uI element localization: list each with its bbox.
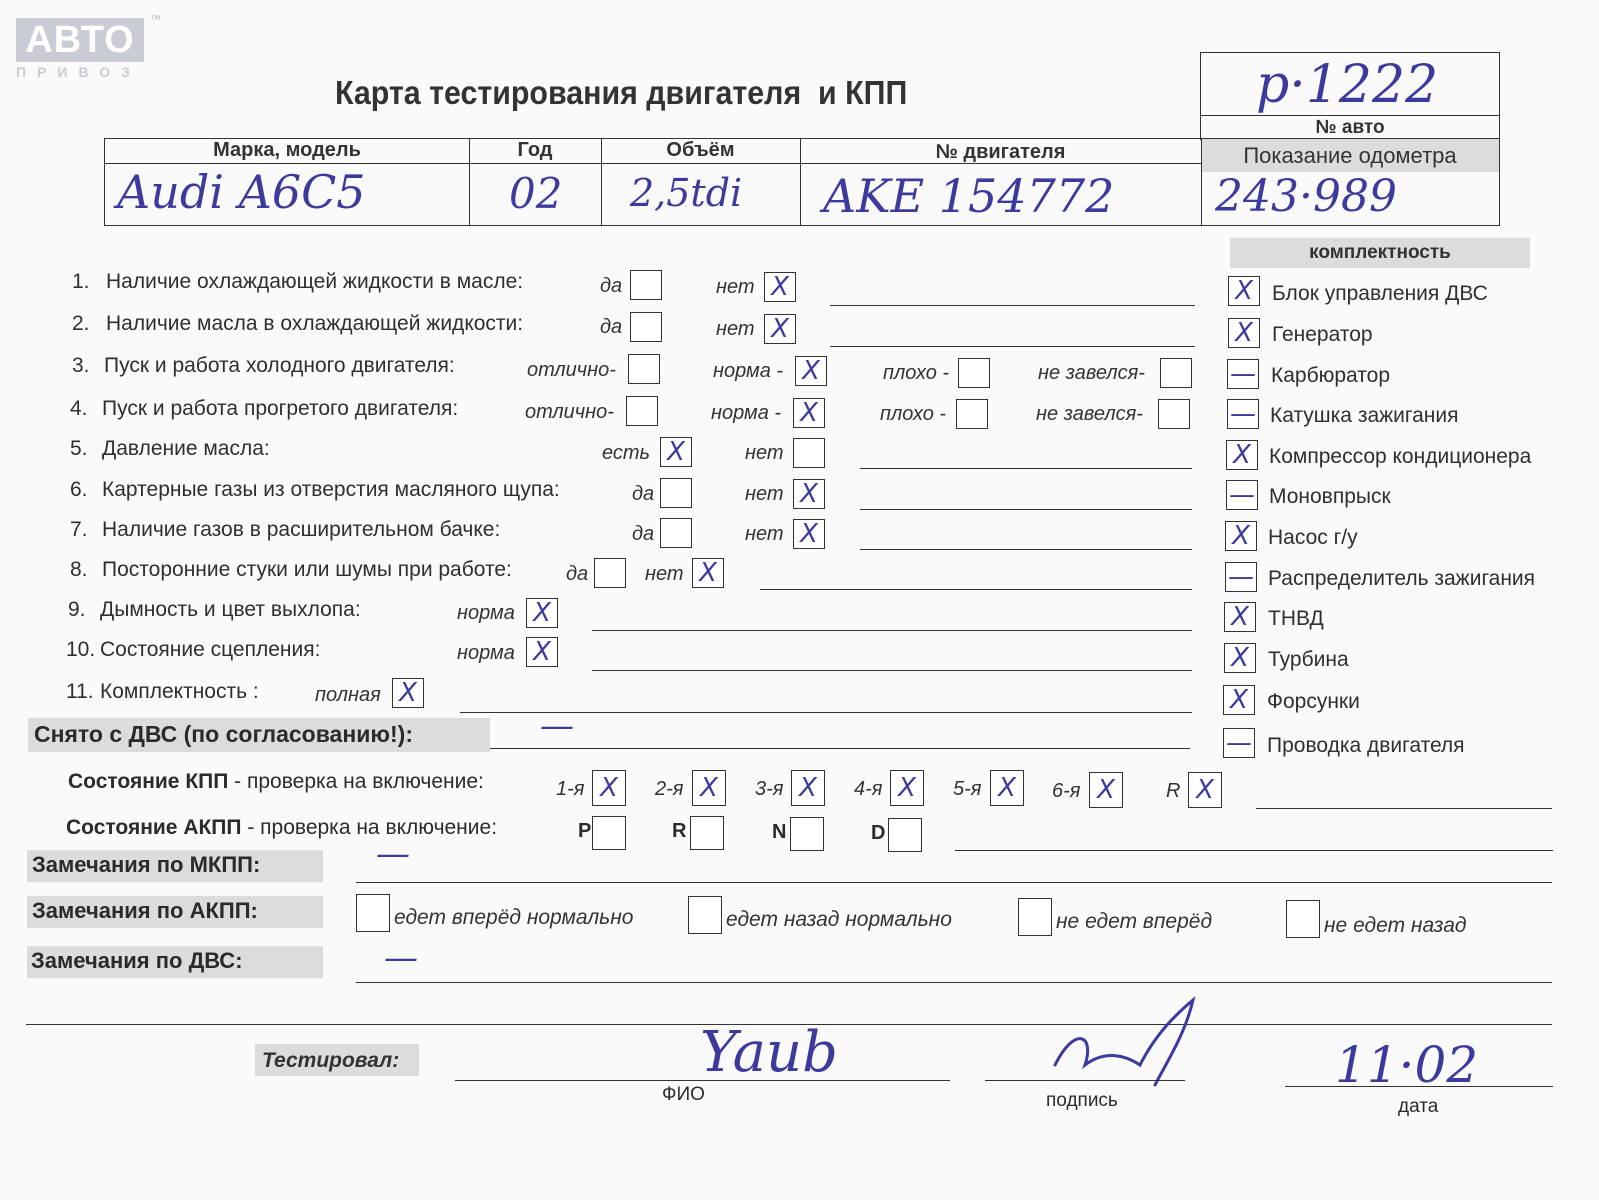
q5-option-yes: есть [602, 442, 651, 464]
gear-5-label: 5-я [953, 778, 982, 800]
q5-no-checkbox[interactable] [793, 438, 825, 468]
q7-note-line [860, 549, 1192, 550]
date-value: 11·02 [1335, 1036, 1479, 1094]
date-line [1285, 1086, 1553, 1087]
akpp-mode-d-checkbox[interactable] [888, 818, 922, 852]
auto-number-box [1200, 52, 1500, 140]
q3-bad-checkbox[interactable] [958, 358, 990, 388]
q4-number: 4. [70, 397, 88, 420]
q4-option-excellent: отлично- [525, 401, 614, 423]
comp-ps-pump-label: Насос г/у [1268, 526, 1358, 549]
q7-label: Наличие газов в расширительном бачке: [102, 518, 501, 541]
q9-normal-checkbox[interactable] [526, 598, 558, 628]
q7-option-yes: да [632, 523, 655, 545]
q9-number: 9. [68, 598, 86, 621]
gear-1-checkbox[interactable] [592, 770, 626, 806]
q2-label: Наличие масла в охлаждающей жидкости: [106, 312, 524, 335]
q3-option-bad: плохо - [883, 362, 950, 384]
date-label: дата [1398, 1096, 1439, 1117]
q3-option-normal: норма - [713, 360, 784, 382]
check-mark: X [1097, 775, 1115, 805]
q8-no-checkbox[interactable] [692, 558, 724, 588]
logo-sub: ПРИВОЗ [16, 64, 141, 80]
fio-value: Yaub [700, 1020, 838, 1085]
q6-option-no: нет [745, 483, 784, 505]
akpp-label [66, 816, 497, 840]
check-mark: — [1229, 480, 1255, 510]
q4-label: Пуск и работа прогретого двигателя: [102, 397, 459, 420]
akpp-forward-ok-checkbox[interactable] [356, 894, 390, 932]
comp-distributor-checkbox[interactable] [1225, 562, 1257, 592]
akpp-back-ok-checkbox[interactable] [688, 896, 722, 934]
removed-value: — [540, 706, 574, 746]
auto-number-label: № авто [1315, 117, 1385, 138]
q8-label: Посторонние стуки или шумы при работе: [102, 558, 512, 581]
col-year-header: Год [517, 139, 553, 161]
year-value: 02 [509, 169, 563, 218]
q1-note-line [830, 305, 1195, 306]
completeness-header [1230, 238, 1530, 268]
gear-3-label: 3-я [755, 778, 784, 800]
logo-main: АВТО [16, 18, 144, 62]
gear-r-label: R [1166, 780, 1181, 802]
q6-label: Картерные газы из отверстия масляного щупа: [102, 478, 560, 501]
q9-option-normal: норма [457, 602, 515, 624]
logo [16, 14, 161, 80]
q1-option-yes: да [600, 275, 623, 297]
col-make-header: Марка, модель [213, 139, 361, 161]
q2-option-yes: да [600, 316, 623, 338]
q8-number: 8. [70, 558, 88, 581]
volume-value: 2,5tdi [630, 171, 743, 215]
signature-text [1062, 1040, 1063, 1041]
remarks-dvs-label: Замечания по ДВС: [31, 948, 243, 973]
q7-option-no: нет [745, 523, 784, 545]
comp-carburetor-checkbox[interactable] [1227, 359, 1259, 389]
comp-injection-pump-checkbox[interactable] [1224, 602, 1256, 632]
akpp-mode-n-label: N [772, 821, 787, 843]
removed-line [490, 748, 1190, 749]
q4-no-start-checkbox[interactable] [1158, 399, 1190, 429]
comp-injectors-label: Форсунки [1267, 690, 1360, 713]
q2-no-checkbox[interactable] [764, 314, 796, 344]
akpp-no-back-checkbox[interactable] [1286, 900, 1320, 938]
q5-number: 5. [70, 437, 88, 460]
fio-label: ФИО [662, 1084, 705, 1105]
akpp-mode-n-checkbox[interactable] [790, 817, 824, 851]
comp-generator-label: Генератор [1272, 323, 1373, 346]
check-mark: — [1228, 562, 1254, 592]
check-mark: X [771, 272, 789, 302]
check-mark: X [898, 773, 916, 803]
check-mark: X [1233, 440, 1251, 470]
q5-option-no: нет [745, 442, 784, 464]
make-value: Audi A6C5 [117, 165, 366, 219]
akpp-mode-r-checkbox[interactable] [690, 816, 724, 850]
akpp-mode-p-checkbox[interactable] [592, 816, 626, 850]
check-mark: X [998, 773, 1016, 803]
q5-label: Давление масла: [102, 437, 270, 460]
q3-option-no-start: не завелся- [1038, 362, 1145, 384]
q3-no-start-checkbox[interactable] [1160, 358, 1192, 388]
q3-option-excellent: отлично- [527, 359, 616, 381]
gear-2-label: 2-я [655, 778, 684, 800]
signature-label: подпись [1046, 1090, 1118, 1111]
comp-injection-pump-label: ТНВД [1268, 607, 1324, 630]
q1-label: Наличие охлаждающей жидкости в масле: [106, 270, 524, 293]
akpp-note-line [955, 850, 1553, 851]
remarks-mkpp-line [356, 882, 1552, 883]
q1-option-no: нет [716, 276, 755, 298]
q1-no-checkbox[interactable] [764, 272, 796, 302]
comp-turbo-label: Турбина [1268, 648, 1349, 671]
q11-option-full: полная [315, 684, 381, 706]
q10-normal-checkbox[interactable] [526, 637, 558, 667]
gear-2-checkbox[interactable] [692, 770, 726, 806]
q3-excellent-checkbox[interactable] [628, 354, 660, 384]
q5-note-line [860, 468, 1192, 469]
q10-option-normal: норма [457, 642, 515, 664]
q7-yes-checkbox[interactable] [660, 518, 692, 548]
akpp-label-rest: - проверка на включение: [241, 816, 498, 839]
q4-excellent-checkbox[interactable] [626, 396, 658, 426]
kpp-note-line [1256, 808, 1552, 809]
check-mark: X [1230, 685, 1248, 715]
check-mark: X [533, 637, 551, 667]
q2-number: 2. [72, 312, 90, 335]
signature-line [985, 1080, 1185, 1081]
akpp-no-back-label: не едет назад [1324, 914, 1467, 937]
auto-number-value: р·1222 [1256, 55, 1439, 115]
check-mark: X [1235, 276, 1253, 306]
check-mark: X [399, 678, 417, 708]
comp-wiring-checkbox[interactable] [1223, 728, 1255, 758]
q4-normal-checkbox[interactable] [793, 398, 825, 428]
remarks-mkpp-value: — [376, 834, 410, 874]
q7-number: 7. [70, 518, 88, 541]
check-mark: X [800, 479, 818, 509]
check-mark: X [1232, 521, 1250, 551]
q4-option-no-start: не завелся- [1036, 403, 1143, 425]
check-mark: X [799, 773, 817, 803]
q11-number: 11. [66, 680, 94, 703]
col-volume-header: Объём [666, 139, 735, 161]
check-mark: X [771, 314, 789, 344]
gear-6-checkbox[interactable] [1089, 772, 1123, 808]
engine-value: AKE 154772 [823, 169, 1115, 223]
page-title: Карта тестирования двигателя и КПП [335, 74, 908, 111]
q3-label: Пуск и работа холодного двигателя: [104, 354, 455, 377]
q10-note-line [592, 670, 1192, 671]
gear-r-checkbox[interactable] [1188, 772, 1222, 808]
comp-mono-injection-label: Моновпрыск [1269, 485, 1391, 508]
q8-option-yes: да [566, 563, 589, 585]
gear-1-label: 1-я [556, 778, 585, 800]
check-mark: X [1235, 318, 1253, 348]
q6-yes-checkbox[interactable] [660, 478, 692, 508]
q2-option-no: нет [716, 318, 755, 340]
akpp-no-forward-label: не едет вперёд [1056, 910, 1213, 933]
q8-option-no: нет [645, 563, 684, 585]
removed-label: Снято с ДВС (по согласованию!): [34, 721, 413, 747]
remarks-mkpp-label: Замечания по МКПП: [32, 852, 261, 877]
akpp-mode-r-label: R [672, 820, 687, 842]
col-odometer-header: Показание одометра [1243, 143, 1457, 168]
q11-full-checkbox[interactable] [392, 678, 424, 708]
remarks-dvs-line [356, 982, 1552, 983]
q3-normal-checkbox[interactable] [795, 356, 827, 386]
kpp-label-rest: - проверка на включение: [228, 770, 484, 793]
check-mark: X [802, 356, 820, 386]
col-engine-header: № двигателя [935, 141, 1066, 163]
check-mark: — [1226, 728, 1252, 758]
tested-label: Тестировал: [262, 1049, 400, 1072]
comp-ignition-coil-label: Катушка зажигания [1270, 404, 1459, 427]
check-mark: X [800, 519, 818, 549]
completeness-header-label: комплектность [1309, 242, 1451, 263]
q4-option-normal: норма - [711, 402, 782, 424]
q2-note-line [830, 346, 1195, 347]
akpp-no-forward-checkbox[interactable] [1018, 898, 1052, 936]
check-mark: X [667, 437, 685, 467]
comp-carburetor-label: Карбюратор [1271, 364, 1391, 387]
check-mark: — [1230, 399, 1256, 429]
fio-line [455, 1080, 950, 1081]
check-mark: X [533, 598, 551, 628]
check-mark: X [700, 773, 718, 803]
kpp-label-bold: Состояние КПП [68, 770, 229, 793]
comp-distributor-label: Распределитель зажигания [1268, 567, 1536, 590]
comp-ps-pump-checkbox[interactable] [1225, 521, 1257, 551]
remarks-dvs-value: — [384, 938, 418, 978]
header-table [104, 138, 1500, 226]
q1-yes-checkbox[interactable] [630, 270, 662, 300]
comp-ecu-checkbox[interactable] [1228, 276, 1260, 306]
check-mark: X [1231, 602, 1249, 632]
q3-number: 3. [72, 354, 90, 377]
q11-label: Комплектность : [100, 680, 259, 703]
q4-option-bad: плохо - [880, 403, 947, 425]
comp-injectors-checkbox[interactable] [1223, 685, 1255, 715]
comp-ignition-coil-checkbox[interactable] [1227, 399, 1259, 429]
gear-5-checkbox[interactable] [990, 770, 1024, 806]
q10-label: Состояние сцепления: [100, 638, 321, 661]
q1-number: 1. [72, 270, 90, 293]
gear-6-label: 6-я [1052, 780, 1081, 802]
check-mark: — [1230, 359, 1256, 389]
akpp-mode-d-label: D [871, 822, 886, 844]
q7-no-checkbox[interactable] [793, 519, 825, 549]
q5-yes-checkbox[interactable] [660, 437, 692, 467]
comp-ac-compressor-checkbox[interactable] [1226, 440, 1258, 470]
q8-note-line [760, 589, 1192, 590]
check-mark: X [800, 398, 818, 428]
odometer-value: 243·989 [1215, 171, 1397, 222]
q9-label: Дымность и цвет выхлопа: [100, 598, 361, 621]
q2-yes-checkbox[interactable] [630, 312, 662, 342]
gear-4-label: 4-я [854, 778, 883, 800]
q10-number: 10. [66, 638, 96, 661]
gear-3-checkbox[interactable] [791, 770, 825, 806]
q8-yes-checkbox[interactable] [594, 558, 626, 588]
q6-note-line [860, 509, 1192, 510]
comp-ecu-label: Блок управления ДВС [1272, 282, 1488, 305]
kpp-label [68, 770, 484, 794]
akpp-mode-p-label: P [578, 820, 592, 842]
akpp-label-bold: Состояние АКПП [66, 816, 242, 839]
comp-wiring-label: Проводка двигателя [1267, 734, 1465, 757]
check-mark: X [699, 558, 717, 588]
auto-number-divider [1201, 115, 1499, 116]
logo-tm: ™ [150, 14, 161, 26]
check-mark: X [1196, 775, 1214, 805]
q6-option-yes: да [632, 483, 655, 505]
remarks-akpp-label: Замечания по АКПП: [32, 898, 258, 923]
comp-ac-compressor-label: Компрессор кондиционера [1269, 445, 1532, 468]
comp-generator-checkbox[interactable] [1228, 318, 1260, 348]
akpp-back-ok-label: едет назад нормально [726, 908, 952, 931]
check-mark: X [600, 773, 618, 803]
gear-4-checkbox[interactable] [890, 770, 924, 806]
comp-mono-injection-checkbox[interactable] [1226, 480, 1258, 510]
q6-no-checkbox[interactable] [793, 479, 825, 509]
akpp-forward-ok-label: едет вперёд нормально [394, 906, 634, 929]
q4-bad-checkbox[interactable] [956, 399, 988, 429]
q9-note-line [592, 630, 1192, 631]
q6-number: 6. [70, 478, 88, 501]
comp-turbo-checkbox[interactable] [1224, 643, 1256, 673]
check-mark: X [1231, 643, 1249, 673]
